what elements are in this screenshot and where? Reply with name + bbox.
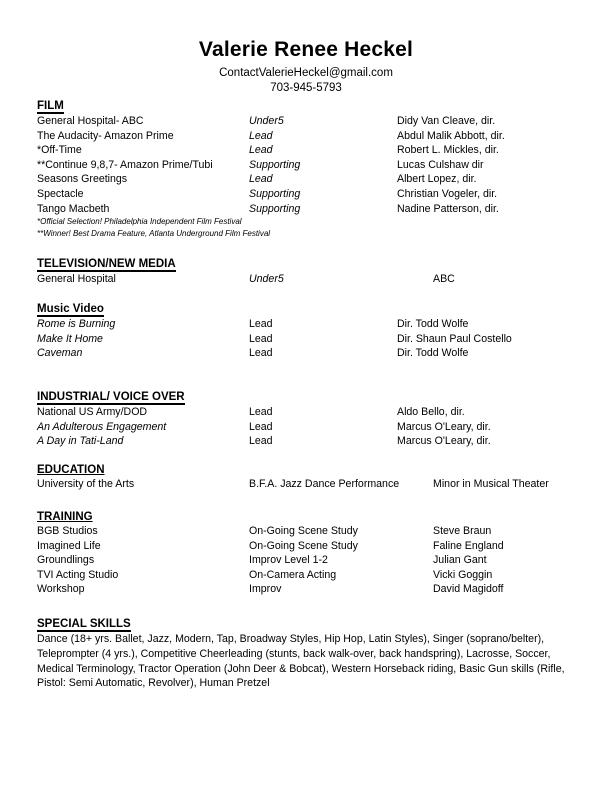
training-teacher: David Magidoff [433, 583, 504, 596]
credit-director: Abdul Malik Abbott, dir. [397, 129, 505, 142]
credit-director: Dir. Shaun Paul Costello [397, 332, 512, 345]
training-school: Groundlings [37, 554, 95, 567]
credit-title: Rome is Burning [37, 318, 116, 330]
festival-note: **Winner! Best Drama Feature, Atlanta Underground Film Festival [37, 228, 271, 238]
training-school: BGB Studios [37, 525, 98, 537]
training-teacher: Faline England [433, 539, 504, 552]
table-row [37, 582, 597, 597]
credit-title: General Hospital [37, 273, 116, 285]
credit-title: *Off-Time [37, 144, 82, 157]
training-class: Improv [249, 583, 282, 596]
credit-role: Lead [249, 173, 273, 186]
training-heading: TRAINING [37, 511, 93, 523]
credit-network: ABC [433, 273, 455, 285]
table-row [37, 129, 597, 144]
table-row [37, 405, 597, 420]
table-row [37, 172, 597, 187]
credit-title: Tango Macbeth [37, 202, 110, 215]
training-school: Imagined Life [37, 539, 101, 552]
training-class: On-Going Scene Study [249, 525, 358, 537]
tv-section [37, 254, 597, 287]
film-section [37, 96, 597, 239]
credit-role: Lead [249, 435, 273, 448]
credit-role: Lead [249, 332, 273, 345]
music-video-heading: Music Video [37, 303, 104, 315]
table-row [37, 317, 597, 332]
industrial-heading: INDUSTRIAL/ VOICE OVER [37, 391, 185, 403]
table-row [37, 143, 597, 158]
table-row [37, 420, 597, 435]
music-video-section [37, 299, 597, 361]
table-row [37, 553, 597, 568]
credit-role: Supporting [249, 158, 301, 171]
industrial-section [37, 387, 597, 449]
table-row [37, 477, 597, 492]
credit-director: Marcus O'Leary, dir. [397, 435, 491, 448]
credit-director: Dir. Todd Wolfe [397, 347, 469, 360]
film-heading: FILM [37, 100, 64, 112]
credit-title: Spectacle [37, 187, 84, 200]
credit-director: Nadine Patterson, dir. [397, 202, 499, 215]
education-section [37, 463, 597, 492]
credit-title: A Day in Tati-Land [37, 435, 124, 448]
table-row [37, 434, 597, 449]
degree: B.F.A. Jazz Dance Performance [249, 478, 400, 490]
training-class: On-Camera Acting [249, 568, 337, 581]
credit-director: Albert Lopez, dir. [397, 173, 477, 186]
credit-role: Supporting [249, 187, 301, 200]
tv-heading: TELEVISION/NEW MEDIA [37, 258, 176, 270]
festival-note: *Official Selection! Philadelphia Independent Film Festival [37, 217, 242, 227]
credit-role: Lead [249, 318, 273, 330]
credit-title: Caveman [37, 347, 83, 360]
training-class: Improv Level 1-2 [249, 554, 328, 567]
credit-role: Lead [249, 144, 273, 157]
table-row [37, 202, 597, 217]
school-name: University of the Arts [37, 478, 135, 490]
credit-title: **Continue 9,8,7- Amazon Prime/Tubi [37, 158, 213, 171]
training-section [37, 510, 597, 597]
credit-title: An Adulterous Engagement [37, 420, 167, 433]
credit-role: Lead [249, 129, 273, 142]
minor: Minor in Musical Theater [433, 478, 549, 490]
resume-name: Valerie Renee Heckel [198, 38, 414, 61]
credit-director: Robert L. Mickles, dir. [397, 144, 499, 157]
training-teacher: Julian Gant [433, 554, 487, 567]
table-row [37, 158, 597, 173]
table-row [37, 332, 597, 347]
credit-role: Lead [249, 347, 273, 360]
training-teacher: Steve Braun [433, 525, 492, 537]
credit-title: General Hospital- ABC [37, 115, 144, 127]
credit-director: Aldo Bello, dir. [397, 406, 465, 418]
credit-director: Lucas Culshaw dir [397, 158, 484, 171]
credit-role: Lead [249, 406, 273, 418]
credit-director: Didy Van Cleave, dir. [397, 115, 496, 127]
credit-title: National US Army/DOD [37, 406, 148, 418]
table-row [37, 539, 597, 554]
training-class: On-Going Scene Study [249, 539, 358, 552]
credit-director: Dir. Todd Wolfe [397, 318, 469, 330]
table-row [37, 187, 597, 202]
skills-text: Dance (18+ yrs. Ballet, Jazz, Modern, Tap, Broadway Styles, Hip Hop, Latin Styles), Singer (soprano/belter), Teleprompter (4 yrs.), Competitive Cheerleading (stunts, back walk-over, back handspring), Lacrosse, Soccer, Medical Terminology, Tractor Operation (John Deer & Bobcat), Western Horseback riding, Basic Gun skills (Rifle, Pistol: Semi Automatic, Revolver), Human Pretzel [37, 633, 565, 690]
training-school: Workshop [37, 583, 85, 596]
credit-role: Supporting [249, 202, 301, 215]
training-school: TVI Acting Studio [37, 568, 119, 581]
table-row [37, 346, 597, 361]
credit-role: Under5 [249, 273, 284, 285]
credit-role: Lead [249, 420, 273, 433]
table-row [37, 114, 597, 129]
credit-title: The Audacity- Amazon Prime [37, 129, 174, 142]
training-teacher: Vicki Goggin [433, 568, 493, 581]
education-heading: EDUCATION [37, 464, 105, 476]
credit-director: Marcus O'Leary, dir. [397, 420, 491, 433]
skills-section [37, 614, 597, 691]
table-row [37, 524, 597, 539]
credit-title: Make It Home [37, 332, 103, 345]
credit-title: Seasons Greetings [37, 173, 128, 186]
table-row [37, 272, 597, 287]
contact-phone: 703-945-5793 [270, 82, 342, 94]
contact-email: ContactValerieHeckel@gmail.com [219, 67, 393, 79]
credit-director: Christian Vogeler, dir. [397, 187, 498, 200]
credit-role: Under5 [249, 115, 284, 127]
table-row [37, 568, 597, 583]
skills-heading: SPECIAL SKILLS [37, 618, 131, 630]
